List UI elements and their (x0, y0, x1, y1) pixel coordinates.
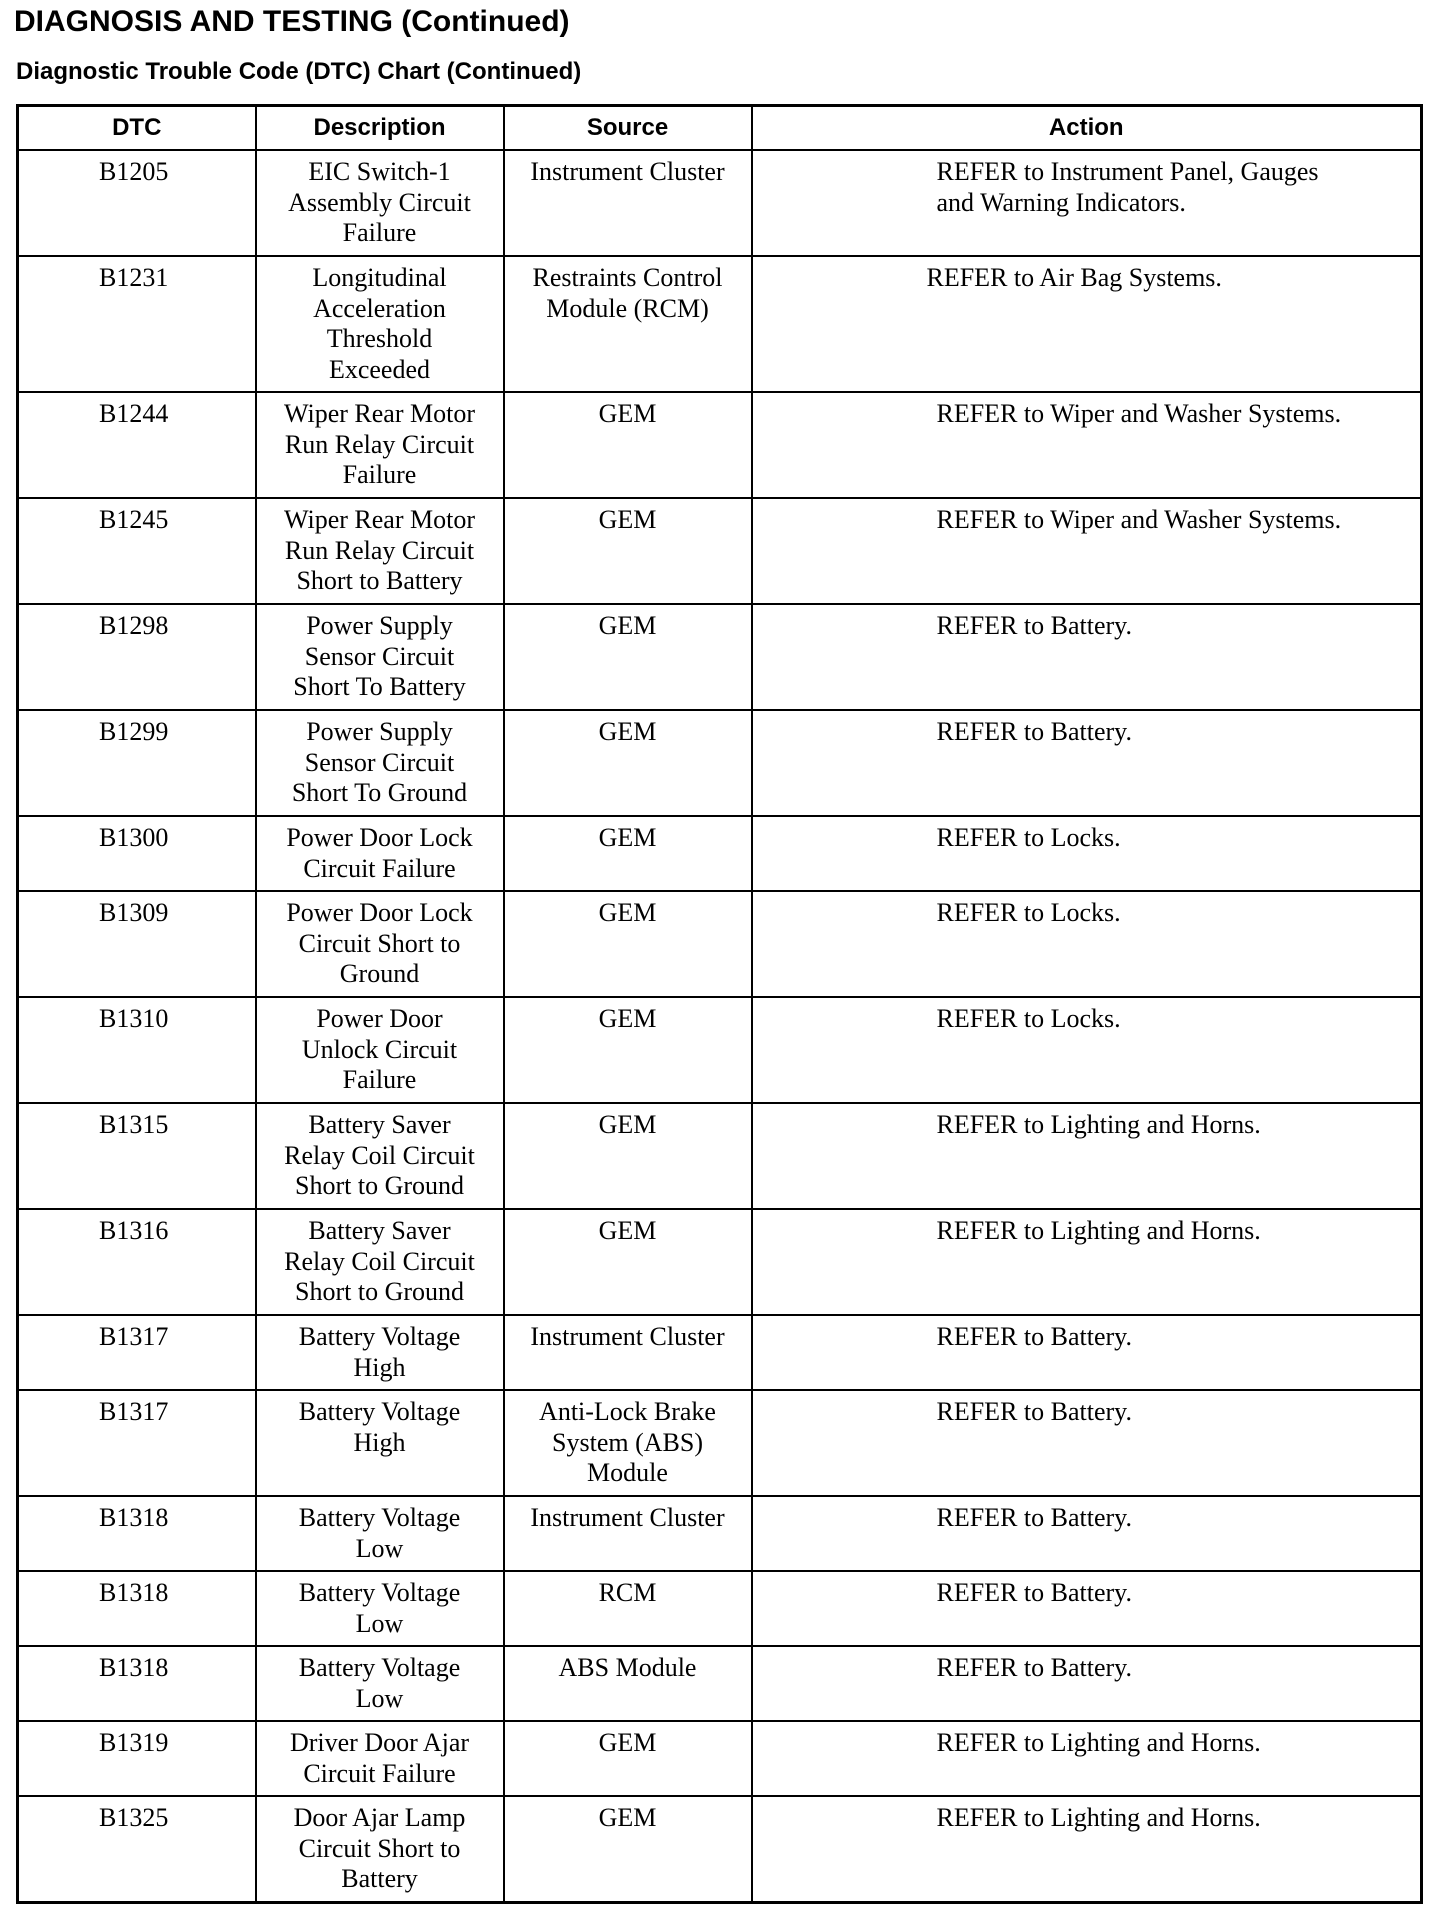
description-cell-line: Short to Battery (296, 566, 463, 595)
description-cell-line: Exceeded (328, 354, 431, 384)
description-cell-line: Short To Ground (291, 778, 468, 807)
description-cell (256, 710, 504, 816)
description-cell (256, 891, 504, 997)
source-cell-line: ABS Module (558, 1653, 697, 1682)
dtc-code-cell: B1316 (18, 1209, 256, 1315)
dtc-code-cell: B1325 (18, 1796, 256, 1903)
source-cell-line: GEM (598, 1110, 657, 1139)
description-cell-line: EIC Switch-1 (308, 157, 451, 186)
description-cell (256, 997, 504, 1103)
table-row (18, 604, 1422, 710)
table-row (18, 816, 1422, 891)
source-cell-line: Anti-Lock Brake (539, 1397, 716, 1426)
action-cell-line: REFER to Locks. (936, 898, 1121, 927)
action-cell-line: REFER to Air Bag Systems. (926, 263, 1222, 292)
dtc-code-cell: B1205 (18, 150, 256, 256)
description-cell-line: Battery Saver (308, 1216, 451, 1245)
table-row (18, 891, 1422, 997)
source-cell-line: Instrument Cluster (530, 1322, 725, 1351)
description-cell-line: Relay Coil Circuit (284, 1140, 475, 1170)
dtc-code-cell: B1299 (18, 710, 256, 816)
table-row (18, 392, 1422, 498)
source-cell (504, 392, 752, 498)
dtc-code-cell: B1245 (18, 498, 256, 604)
source-cell (504, 1796, 752, 1903)
source-cell (504, 1315, 752, 1390)
source-cell (504, 150, 752, 256)
source-cell (504, 604, 752, 710)
dtc-chart-table (16, 104, 1423, 1904)
source-cell (504, 1103, 752, 1209)
dtc-code-cell: B1317 (18, 1315, 256, 1390)
description-cell-line: Assembly Circuit (288, 187, 471, 217)
action-cell-line: REFER to Battery. (936, 1503, 1132, 1532)
table-row (18, 1721, 1422, 1796)
source-cell-line: Module (RCM) (546, 293, 709, 323)
description-cell (256, 816, 504, 891)
description-cell-line: Wiper Rear Motor (283, 505, 475, 534)
table-row (18, 1571, 1422, 1646)
description-cell-line: Short to Ground (295, 1171, 464, 1200)
action-cell (752, 498, 1422, 604)
source-cell-line: Module (587, 1458, 668, 1487)
source-cell-line: Instrument Cluster (530, 157, 725, 186)
source-cell-line: GEM (598, 717, 657, 746)
action-cell-line: REFER to Wiper and Washer Systems. (936, 505, 1342, 534)
source-cell-line: GEM (598, 1803, 657, 1832)
description-cell (256, 150, 504, 256)
source-cell-line: Instrument Cluster (530, 1503, 725, 1532)
action-cell (752, 891, 1422, 997)
description-cell (256, 392, 504, 498)
description-cell-line: Battery Voltage (298, 1653, 461, 1682)
dtc-code-cell: B1300 (18, 816, 256, 891)
description-cell-line: Low (355, 1608, 404, 1638)
description-cell-line: Battery Voltage (298, 1503, 461, 1532)
description-cell-line: Short to Ground (295, 1277, 464, 1306)
description-cell-line: Driver Door Ajar (289, 1728, 470, 1757)
description-cell (256, 1209, 504, 1315)
action-cell-line: REFER to Lighting and Horns. (936, 1803, 1261, 1832)
dtc-code-cell: B1317 (18, 1390, 256, 1496)
table-row (18, 150, 1422, 256)
description-cell-line: Longitudinal (312, 263, 447, 292)
dtc-code-cell: B1315 (18, 1103, 256, 1209)
description-cell-line: Run Relay Circuit (284, 535, 475, 565)
action-cell (752, 1496, 1422, 1571)
source-cell (504, 1390, 752, 1496)
column-header-description: Description (256, 106, 504, 151)
dtc-code-cell: B1318 (18, 1646, 256, 1721)
dtc-code-cell: B1244 (18, 392, 256, 498)
source-cell-line: System (ABS) (552, 1427, 703, 1457)
source-cell (504, 1209, 752, 1315)
action-cell-line: REFER to Battery. (936, 611, 1132, 640)
action-cell (752, 710, 1422, 816)
source-cell (504, 710, 752, 816)
description-cell-line: Circuit Failure (303, 853, 456, 883)
description-cell-line: Circuit Short to (298, 928, 461, 958)
action-cell (752, 997, 1422, 1103)
action-cell-line: and Warning Indicators. (936, 187, 1186, 217)
action-cell-line: REFER to Battery. (936, 1397, 1132, 1426)
description-cell-line: Door Ajar Lamp (293, 1803, 466, 1832)
action-cell (752, 1646, 1422, 1721)
description-cell-line: Battery (341, 1864, 418, 1893)
table-header-row (18, 106, 1422, 151)
dtc-code-cell: B1309 (18, 891, 256, 997)
source-cell (504, 1496, 752, 1571)
description-cell-line: Relay Coil Circuit (284, 1246, 475, 1276)
table-row (18, 997, 1422, 1103)
source-cell (504, 816, 752, 891)
description-cell (256, 604, 504, 710)
action-cell (752, 1103, 1422, 1209)
source-cell (504, 498, 752, 604)
action-cell (752, 1209, 1422, 1315)
description-cell-line: High (353, 1427, 406, 1457)
description-cell (256, 1315, 504, 1390)
chart-subtitle: Diagnostic Trouble Code (DTC) Chart (Continued) (16, 58, 582, 85)
action-cell (752, 1315, 1422, 1390)
description-cell-line: Short To Battery (293, 672, 466, 701)
description-cell-line: Failure (342, 1065, 417, 1094)
table-row (18, 256, 1422, 392)
description-cell-line: Acceleration (313, 293, 446, 323)
action-cell (752, 816, 1422, 891)
dtc-code-cell: B1231 (18, 256, 256, 392)
table-body (18, 150, 1422, 1903)
description-cell-line: Battery Voltage (298, 1397, 461, 1426)
source-cell-line: RCM (598, 1578, 657, 1607)
action-cell-line: REFER to Lighting and Horns. (936, 1728, 1261, 1757)
description-cell-line: Ground (339, 959, 420, 988)
description-cell-line: Power Door Lock (286, 898, 473, 927)
description-cell-line: Wiper Rear Motor (283, 399, 475, 428)
description-cell-line: Circuit Failure (303, 1758, 456, 1788)
description-cell (256, 1496, 504, 1571)
action-cell-line: REFER to Wiper and Washer Systems. (936, 399, 1342, 428)
table-row (18, 1390, 1422, 1496)
description-cell-line: Battery Voltage (298, 1322, 461, 1351)
source-cell (504, 256, 752, 392)
description-cell-line: Low (355, 1533, 404, 1563)
source-cell-line: GEM (598, 823, 657, 852)
description-cell (256, 1103, 504, 1209)
description-cell (256, 1571, 504, 1646)
description-cell-line: Failure (342, 460, 417, 489)
source-cell (504, 891, 752, 997)
table-row (18, 1796, 1422, 1903)
dtc-code-cell: B1298 (18, 604, 256, 710)
action-cell-line: REFER to Battery. (936, 1322, 1132, 1351)
table-row (18, 1315, 1422, 1390)
description-cell-line: Power Door Lock (286, 823, 473, 852)
dtc-code-cell: B1310 (18, 997, 256, 1103)
description-cell-line: Power Supply (306, 717, 453, 746)
action-cell (752, 1721, 1422, 1796)
table-row (18, 498, 1422, 604)
action-cell-line: REFER to Instrument Panel, Gauges (936, 157, 1319, 186)
page-title: DIAGNOSIS AND TESTING (Continued) (14, 5, 570, 38)
source-cell (504, 1721, 752, 1796)
description-cell (256, 1796, 504, 1903)
action-cell (752, 392, 1422, 498)
action-cell-line: REFER to Battery. (936, 1653, 1132, 1682)
description-cell-line: Unlock Circuit (301, 1034, 458, 1064)
description-cell (256, 256, 504, 392)
action-cell (752, 604, 1422, 710)
table-row (18, 710, 1422, 816)
source-cell-line: Restraints Control (532, 263, 723, 292)
description-cell-line: Power Door (316, 1004, 443, 1033)
dtc-code-cell: B1318 (18, 1571, 256, 1646)
description-cell-line: Power Supply (306, 611, 453, 640)
column-header-source: Source (504, 106, 752, 151)
description-cell (256, 1721, 504, 1796)
action-cell (752, 256, 1422, 392)
column-header-dtc: DTC (18, 106, 256, 151)
description-cell-line: Run Relay Circuit (284, 429, 475, 459)
description-cell-line: Low (355, 1683, 404, 1713)
source-cell-line: GEM (598, 1004, 657, 1033)
description-cell-line: Failure (342, 218, 417, 247)
description-cell-line: Battery Saver (308, 1110, 451, 1139)
action-cell-line: REFER to Battery. (936, 1578, 1132, 1607)
table-row (18, 1496, 1422, 1571)
column-header-action: Action (752, 106, 1422, 151)
action-cell-line: REFER to Locks. (936, 823, 1121, 852)
action-cell-line: REFER to Lighting and Horns. (936, 1110, 1261, 1139)
description-cell-line: Circuit Short to (298, 1833, 461, 1863)
action-cell (752, 150, 1422, 256)
source-cell-line: GEM (598, 611, 657, 640)
description-cell-line: Sensor Circuit (304, 641, 455, 671)
description-cell (256, 1390, 504, 1496)
dtc-code-cell: B1319 (18, 1721, 256, 1796)
source-cell-line: GEM (598, 1216, 657, 1245)
source-cell-line: GEM (598, 898, 657, 927)
action-cell-line: REFER to Battery. (936, 717, 1132, 746)
table-row (18, 1646, 1422, 1721)
dtc-code-cell: B1318 (18, 1496, 256, 1571)
source-cell-line: GEM (598, 399, 657, 428)
source-cell-line: GEM (598, 505, 657, 534)
action-cell (752, 1796, 1422, 1903)
source-cell-line: GEM (598, 1728, 657, 1757)
table-row (18, 1209, 1422, 1315)
action-cell (752, 1390, 1422, 1496)
source-cell (504, 1571, 752, 1646)
description-cell-line: Sensor Circuit (304, 747, 455, 777)
description-cell (256, 1646, 504, 1721)
action-cell-line: REFER to Locks. (936, 1004, 1121, 1033)
action-cell (752, 1571, 1422, 1646)
source-cell (504, 1646, 752, 1721)
description-cell-line: High (353, 1352, 406, 1382)
description-cell-line: Threshold (326, 324, 433, 353)
action-cell-line: REFER to Lighting and Horns. (936, 1216, 1261, 1245)
description-cell (256, 498, 504, 604)
description-cell-line: Battery Voltage (298, 1578, 461, 1607)
source-cell (504, 997, 752, 1103)
table-row (18, 1103, 1422, 1209)
